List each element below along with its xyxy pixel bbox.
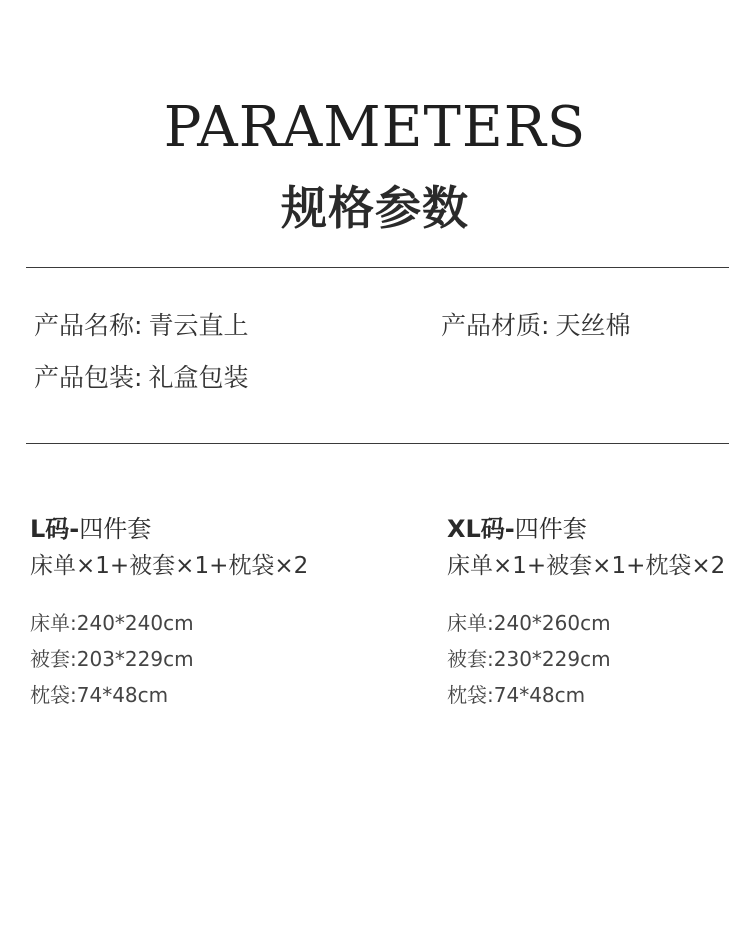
size-l-specs (30, 605, 340, 713)
divider-top (26, 267, 729, 268)
product-package-row (34, 362, 248, 394)
size-xl-code: XL码- (447, 515, 515, 543)
size-l-combo: 床单×1+被套×1+枕袋×2 (30, 553, 309, 579)
spec-value: 203*229cm (76, 647, 194, 671)
size-xl-set: 四件套 (514, 515, 587, 543)
size-xl-spec-sheet (447, 605, 750, 641)
size-l-title (30, 512, 340, 546)
product-material-label: 产品材质: (441, 311, 550, 340)
divider-middle (26, 443, 729, 444)
size-xl-column (447, 512, 750, 713)
size-l-code: L码- (30, 515, 80, 543)
size-xl-spec-pillowcase (447, 677, 750, 713)
spec-value: 240*240cm (76, 611, 194, 635)
spec-label: 枕袋: (30, 683, 77, 707)
product-name-value: 青云直上 (148, 311, 249, 340)
product-material-row (441, 310, 630, 342)
size-xl-title (447, 512, 750, 546)
spec-label: 床单: (447, 611, 494, 635)
size-l-set: 四件套 (79, 515, 152, 543)
product-material-value: 天丝棉 (555, 311, 631, 340)
size-l-spec-sheet (30, 605, 340, 641)
product-package-label: 产品包装: (34, 363, 143, 392)
spec-label: 被套: (447, 647, 494, 671)
size-l-spec-duvet (30, 641, 340, 677)
heading-english: PARAMETERS (163, 95, 587, 160)
spec-label: 枕袋: (447, 683, 494, 707)
size-l-spec-pillowcase (30, 677, 340, 713)
size-xl-combo: 床单×1+被套×1+枕袋×2 (447, 553, 726, 579)
product-name-row (34, 310, 248, 342)
spec-value: 230*229cm (493, 647, 611, 671)
heading-chinese: 规格参数 (281, 181, 469, 235)
spec-label: 床单: (30, 611, 77, 635)
product-name-label: 产品名称: (34, 311, 143, 340)
product-package-value: 礼盒包装 (148, 363, 249, 392)
size-l-column (30, 512, 340, 713)
spec-value: 240*260cm (493, 611, 611, 635)
spec-label: 被套: (30, 647, 77, 671)
spec-value: 74*48cm (76, 683, 169, 707)
size-xl-spec-duvet (447, 641, 750, 677)
spec-value: 74*48cm (493, 683, 586, 707)
size-xl-specs (447, 605, 750, 713)
